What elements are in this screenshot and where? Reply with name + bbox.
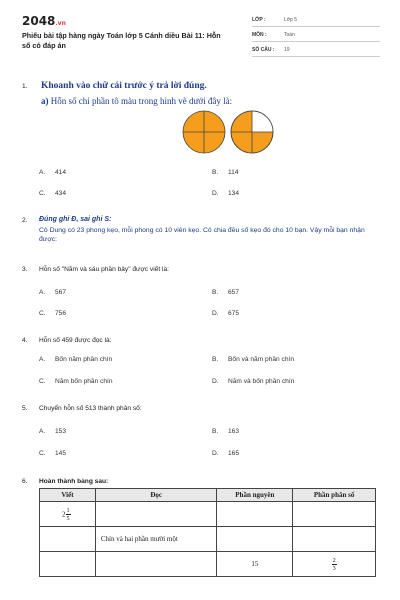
q2-number: 2. <box>22 217 28 224</box>
circle-three-quarters <box>231 111 273 153</box>
row2-read-text: Chín và hai phần mười một <box>95 527 217 552</box>
meta-class <box>252 14 380 27</box>
q3-option-a[interactable]: A. 567 <box>39 289 67 296</box>
row3-read-cell[interactable] <box>95 552 217 577</box>
table-header-row <box>40 489 376 502</box>
row2-write-cell[interactable] <box>40 527 96 552</box>
q1-figure <box>180 108 280 156</box>
row3-whole-value: 15 <box>217 552 293 577</box>
q3-number: 3. <box>22 266 28 273</box>
q1-option-c[interactable]: C. 434 <box>39 190 67 197</box>
q4-option-c[interactable]: C. Năm bốn phần chín <box>39 378 113 385</box>
q4-question: Hỗn số 459 được đọc là: <box>39 337 112 344</box>
meta-subject <box>252 29 380 42</box>
q1-part: a) <box>41 96 49 106</box>
q6-question: Hoàn thành bảng sau: <box>39 478 109 485</box>
meta-class-value: Lớp 5 <box>284 17 298 23</box>
q6-number: 6. <box>22 478 28 485</box>
q5-option-a[interactable]: A. 153 <box>39 428 67 435</box>
q4-option-a[interactable]: A. Bốn năm phần chín <box>39 356 113 363</box>
q5-option-b[interactable]: B. 163 <box>212 428 240 435</box>
q1-number: 1. <box>22 83 28 90</box>
q5-number: 5. <box>22 405 28 412</box>
meta-subject-key: MÔN : <box>252 32 267 38</box>
row1-fraction-cell[interactable] <box>293 502 376 527</box>
q1-instruction: Khoanh vào chữ cái trước ý trả lời đúng. <box>41 81 207 91</box>
q5-option-c[interactable]: C. 145 <box>39 450 67 457</box>
meta-subject-value: Toán <box>284 32 295 38</box>
col-header-read: Đọc <box>95 489 217 502</box>
row1-fraction: $\frac{1}{5}$ <box>66 506 70 522</box>
row1-read-cell[interactable] <box>95 502 217 527</box>
meta-count-value: 19 <box>284 47 290 53</box>
q4-option-d[interactable]: D. Năm và bốn phần chín <box>212 378 295 385</box>
row2-whole-cell[interactable] <box>217 527 293 552</box>
q2-instruction: Đúng ghi Đ, sai ghi S: <box>39 216 112 223</box>
document-title: Phiếu bài tập hàng ngày Toán lớp 5 Cánh diều Bài 11: Hỗn số có đáp án <box>22 31 221 50</box>
logo-main: 2048 <box>22 14 56 28</box>
q1-option-d[interactable]: D. 134 <box>212 190 240 197</box>
q3-option-d[interactable]: D. 675 <box>212 310 240 317</box>
q2-text: Cô Dung có 23 phong kẹo, mỗi phong có 10 viên kẹo. Cô chia đều số kẹo đó cho 10 bạn. Vậy mỗi bạn nhận được: <box>39 227 365 243</box>
q3-option-b[interactable]: B. 657 <box>212 289 240 296</box>
q1-question-text: Hỗn số chỉ phần tô màu trong hình vẽ dưới đây là: <box>50 96 233 106</box>
row2-fraction-cell[interactable] <box>293 527 376 552</box>
col-header-fraction: Phần phân số <box>293 489 376 502</box>
q3-question: Hỗn số "Năm và sáu phần bảy" được viết là: <box>39 266 169 273</box>
row3-fraction: $\frac{2}{3}$ <box>332 556 336 572</box>
row1-mixed-number: 2 $\frac{1}{5}$ <box>40 502 96 527</box>
table-row <box>40 552 376 577</box>
circle-full <box>183 111 225 153</box>
meta-class-key: LỚP : <box>252 17 266 23</box>
q3-option-c[interactable]: C. 756 <box>39 310 67 317</box>
row3-write-cell[interactable] <box>40 552 96 577</box>
row1-whole-cell[interactable] <box>217 502 293 527</box>
col-header-write: Viết <box>40 489 96 502</box>
q5-question: Chuyển hỗn số 513 thành phân số: <box>39 405 142 412</box>
q4-number: 4. <box>22 337 28 344</box>
q1-question <box>41 96 232 106</box>
row3-fraction-value <box>293 552 376 577</box>
mixed-number-table <box>39 488 376 577</box>
q1-option-b[interactable]: B. 114 <box>212 169 239 176</box>
site-logo <box>22 14 66 28</box>
q1-option-a[interactable]: A. 414 <box>39 169 67 176</box>
q5-option-d[interactable]: D. 165 <box>212 450 240 457</box>
table-row <box>40 527 376 552</box>
col-header-whole: Phần nguyên <box>217 489 293 502</box>
meta-count-key: SỐ CÂU : <box>252 47 275 53</box>
q4-option-b[interactable]: B. Bốn và năm phần chín <box>212 356 294 363</box>
logo-suffix: .vn <box>55 20 66 27</box>
table-row <box>40 502 376 527</box>
meta-count <box>252 44 380 57</box>
